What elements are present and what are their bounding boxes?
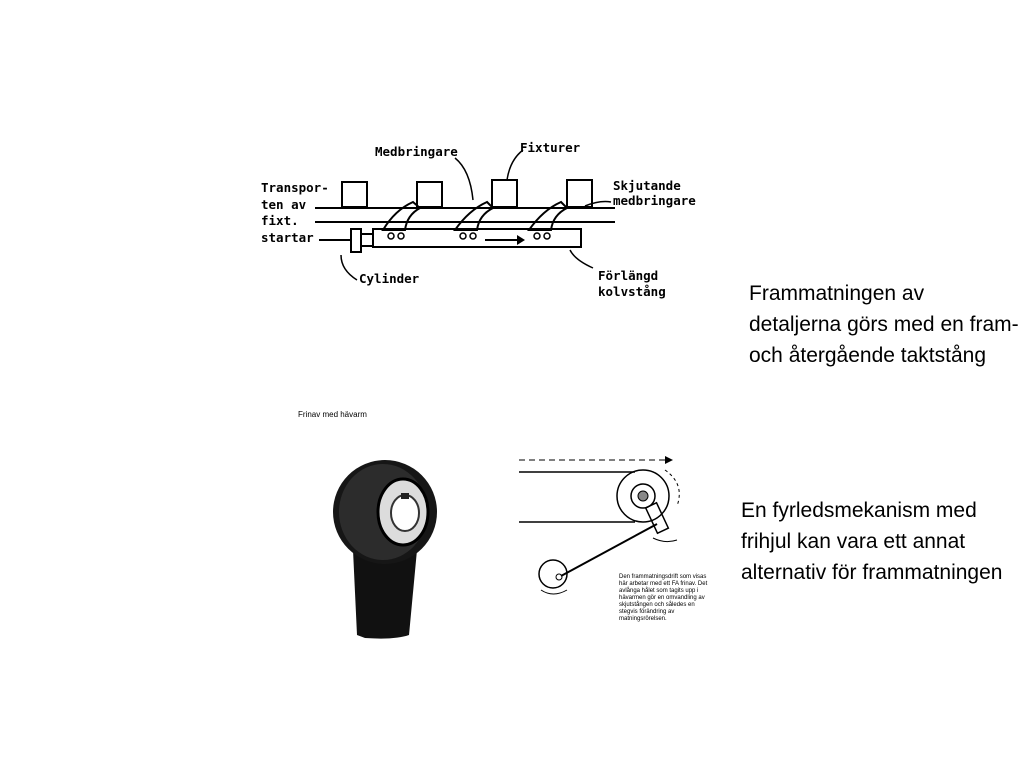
mechanism-caption: Den frammatningsdrift som visas här arbetar med ett FA frinav. Det avlånga hålet som tagits upp i hävarmen gör en omvandling av skjutstången och således en stegvis förändring av matningsrörelsen. — [619, 574, 708, 622]
fixture-box-2 — [417, 182, 442, 207]
conveyor-diagram — [255, 130, 725, 320]
connecting-rod — [561, 524, 657, 576]
leader-cylinder — [341, 255, 357, 280]
text-block-1: Frammatningen av detaljerna görs med en fram- och återgående taktstång — [749, 282, 1019, 367]
label-forlangd-1: Förlängd — [598, 268, 659, 283]
crank-arrow — [541, 590, 567, 594]
leader-skjutande — [585, 202, 611, 207]
label-skjutande-1: Skjutande — [613, 178, 681, 193]
label-transporten-2: ten av — [261, 197, 307, 212]
cylinder-body — [351, 229, 361, 252]
pivot-2a — [460, 233, 466, 239]
text-block-2: En fyrledsmekanism med frihjul kan vara ett annat alternativ för frammatningen — [741, 499, 1003, 584]
leader-forlangd — [570, 250, 593, 268]
lever-arrow — [653, 538, 677, 542]
crank-pin — [556, 574, 562, 580]
frihjul-title: Frinav med hävarm — [298, 410, 367, 419]
motion-arrow-head — [517, 235, 525, 245]
label-medbringare: Medbringare — [375, 144, 458, 159]
pusher-1 — [383, 202, 420, 230]
label-transporten-3: fixt. — [261, 213, 299, 228]
pivot-2b — [470, 233, 476, 239]
pusher-2 — [455, 202, 493, 230]
leader-medbringare — [455, 158, 473, 200]
pusher-3 — [529, 202, 567, 230]
fixture-box-3 — [492, 180, 517, 207]
label-fixturer: Fixturer — [520, 140, 581, 155]
keyway — [401, 493, 409, 499]
label-skjutande-2: medbringare — [613, 193, 696, 208]
cylinder-cap — [361, 234, 373, 246]
wheel-bore — [391, 495, 419, 531]
fixture-box-1 — [342, 182, 367, 207]
fixture-box-4 — [567, 180, 592, 207]
freewheel-lever-image — [325, 455, 445, 645]
pivot-1a — [388, 233, 394, 239]
drive-center — [638, 491, 648, 501]
pivot-3b — [544, 233, 550, 239]
label-cylinder: Cylinder — [359, 271, 420, 286]
label-transporten-4: startar — [261, 230, 314, 245]
label-transporten-1: Transpor- — [261, 180, 329, 195]
label-forlangd-2: kolvstång — [598, 284, 666, 299]
pivot-1b — [398, 233, 404, 239]
pivot-3a — [534, 233, 540, 239]
feed-arrow-head — [665, 456, 673, 464]
